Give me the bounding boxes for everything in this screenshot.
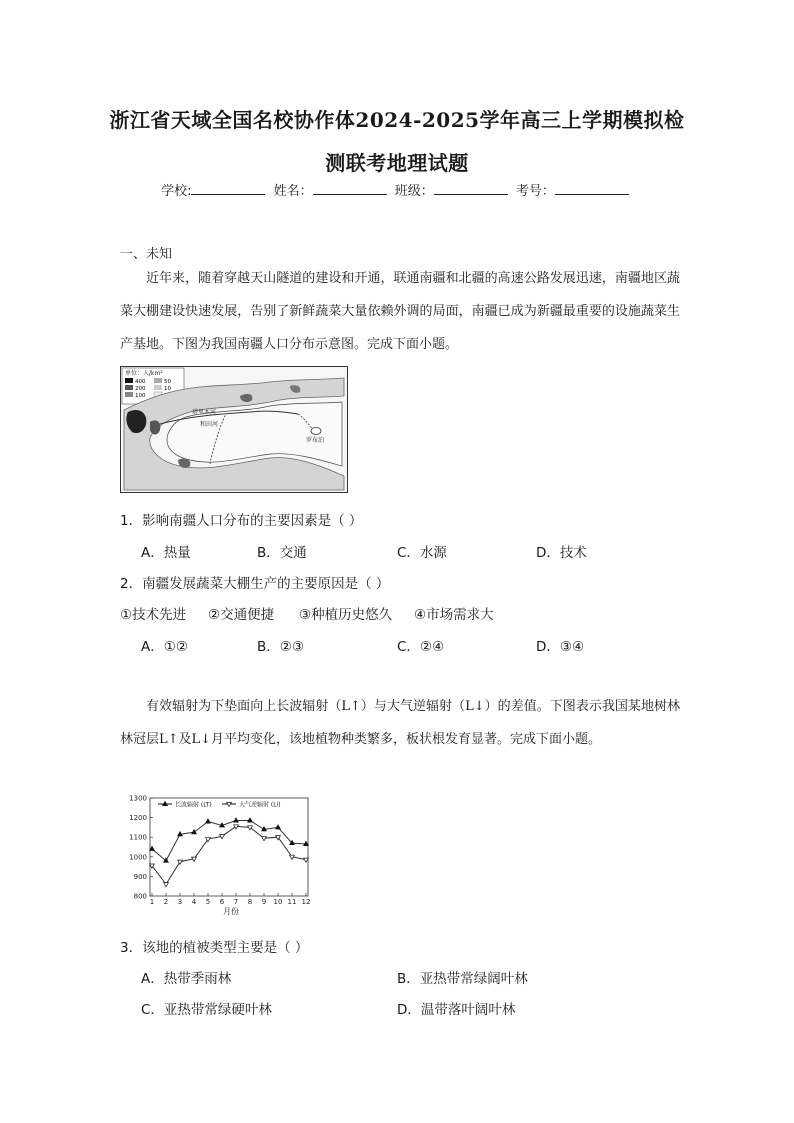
- tarim-river-label: 塔里木河: [192, 409, 217, 416]
- x-tick-label: 4: [191, 898, 197, 906]
- q2-option-c[interactable]: C．②④: [397, 639, 445, 655]
- q2-item-3: ③种植历史悠久: [299, 607, 393, 623]
- x-tick-label: 11: [287, 898, 297, 906]
- data-point-s2-m9: [262, 837, 267, 841]
- q2-item-2: ②交通便捷: [208, 607, 275, 623]
- legend-label-10: 10: [164, 386, 171, 392]
- q3-option-a[interactable]: A．热带季雨林: [141, 971, 232, 987]
- x-tick-label: 8: [247, 898, 253, 906]
- legend-swatch-10: [154, 385, 162, 390]
- student-info-row: [0, 180, 794, 199]
- lop-nur: [311, 428, 321, 435]
- chart-axes: [129, 795, 310, 917]
- x-tick-label: 5: [205, 898, 211, 906]
- legend-swatch-400: [125, 378, 133, 383]
- q1-option-d[interactable]: D．技术: [536, 545, 587, 561]
- q2-item-1: ①技术先进: [120, 607, 187, 623]
- x-tick-label: 3: [177, 898, 183, 906]
- y-tick-label: 900: [133, 872, 147, 881]
- legend-swatch-100: [125, 392, 133, 397]
- lop-nur-label: 罗布泊: [306, 437, 325, 444]
- data-point-s1-m10: [276, 825, 281, 829]
- q2-item-4: ④市场需求大: [414, 607, 494, 623]
- q1-option-b[interactable]: B．交通: [257, 545, 307, 561]
- y-tick-label: 1300: [129, 794, 147, 803]
- legend-swatch-50: [154, 378, 162, 383]
- x-axis-label: 月份: [223, 907, 239, 916]
- question-3-stem: 3．该地的植被类型主要是（ ）: [120, 940, 309, 956]
- q3-option-c[interactable]: C．亚热带常绿硬叶林: [141, 1002, 272, 1018]
- q2-option-a[interactable]: A．①②: [141, 639, 188, 655]
- population-map: [120, 366, 348, 493]
- q3-option-d[interactable]: D．温带落叶阔叶林: [397, 1002, 516, 1018]
- legend-swatch-200: [125, 385, 133, 390]
- legend-label-50: 50: [164, 379, 171, 385]
- radiation-line-chart: [118, 790, 318, 920]
- class-label: 班级：: [394, 184, 434, 199]
- legend-label-100: 100: [135, 393, 146, 399]
- passage-1: 近年来，随着穿越天山隧道的建设和开通，联通南疆和北疆的高速公路发展迅速，南疆地区蔬菜大棚建设快速发展，告别了新鲜蔬菜大量依赖外调的局面，南疆已成为新疆最重要的设施蔬菜生产基地。下图为我国南疆人口分布示意图。完成下面小题。: [120, 271, 680, 352]
- x-tick-label: 12: [301, 898, 311, 906]
- data-point-s1-m4: [192, 830, 197, 834]
- q1-option-c[interactable]: C．水源: [397, 545, 447, 561]
- data-point-s1-m5: [206, 819, 211, 823]
- class-field[interactable]: [434, 182, 508, 195]
- x-tick-label: 1: [149, 898, 155, 906]
- legend-label-400: 400: [135, 379, 146, 385]
- exam-number-label: 考号：: [515, 184, 555, 199]
- section-heading: 一、未知: [120, 247, 173, 262]
- legend-label-200: 200: [135, 386, 146, 392]
- x-tick-label: 6: [219, 898, 225, 906]
- x-tick-label: 9: [261, 898, 267, 906]
- x-tick-label: 2: [163, 898, 169, 906]
- q2-option-d[interactable]: D．③④: [536, 639, 585, 655]
- y-tick-label: 800: [133, 892, 147, 901]
- y-tick-label: 1100: [129, 833, 147, 842]
- chart-series: [150, 818, 309, 887]
- data-point-s2-m8: [248, 826, 253, 830]
- exam-number-field[interactable]: [555, 182, 629, 195]
- name-label: 姓名：: [273, 184, 313, 199]
- school-label: 学校:: [161, 184, 192, 199]
- legend-label-2: 大气逆辐射 (Li): [239, 801, 281, 809]
- q2-option-b[interactable]: B．②③: [257, 639, 304, 655]
- passage-2: 有效辐射为下垫面向上长波辐射（L↑）与大气逆辐射（L↓）的差值。下图表示我国某地树林林冠层L↑及L↓月平均变化，该地植物种类繁多，板状根发育显著。完成下面小题。: [120, 699, 680, 747]
- series-line-1: [152, 821, 306, 861]
- question-2-stem: 2．南疆发展蔬菜大棚生产的主要原因是（ ）: [120, 576, 390, 592]
- school-field[interactable]: [191, 182, 265, 195]
- name-field[interactable]: [313, 182, 387, 195]
- legend-label-1: 长波辐射 (LT): [175, 801, 212, 809]
- y-tick-label: 1200: [129, 814, 147, 823]
- x-tick-label: 7: [233, 898, 239, 906]
- exam-title-line2: 测联考地理试题: [325, 151, 469, 175]
- q3-option-b[interactable]: B．亚热带常绿阔叶林: [397, 971, 528, 987]
- series-line-2: [152, 826, 306, 884]
- q1-option-a[interactable]: A．热量: [141, 545, 191, 561]
- data-point-s2-m2: [164, 883, 169, 887]
- x-tick-label: 10: [273, 898, 283, 906]
- chart-legend: [158, 801, 281, 809]
- hotan-river-label: 和田河: [200, 421, 219, 428]
- y-tick-label: 1000: [129, 853, 147, 862]
- question-1-stem: 1．影响南疆人口分布的主要因素是（ ）: [120, 513, 363, 529]
- legend-title: 单位：人/km²: [125, 370, 163, 377]
- exam-title-line1: 浙江省天域全国名校协作体2024-2025学年高三上学期模拟检: [109, 108, 685, 132]
